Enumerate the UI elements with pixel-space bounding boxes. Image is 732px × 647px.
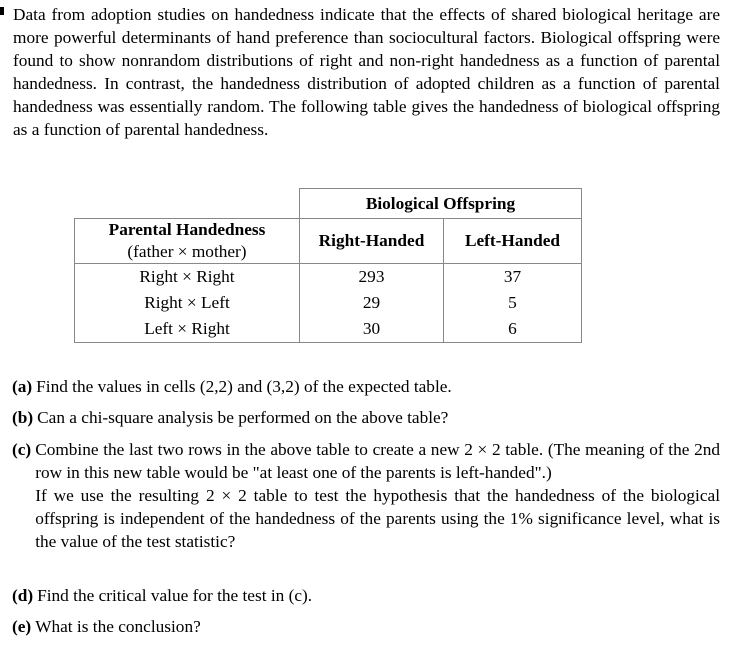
cell-left-handed: 5	[444, 290, 582, 316]
intro-paragraph: Data from adoption studies on handedness indicate that the effects of shared biological heritage are more powerful determinants of hand preference than sociocultural factors. Biological offspring were found to show nonrandom distributions of right and non-right handedness as a function of parental handedness. In contrast, the handedness distribution of adopted children as a function of parental handedness was essentially random. The following table gives the handedness of biological offspring as a function of parental handedness.	[13, 5, 720, 139]
col-header-right-handed: Right-Handed	[300, 219, 444, 264]
question-text: If we use the resulting 2 × 2 table to test the hypothesis that the handedness of the biological offspring is independent of the handedness of the parents using the 1% significance level, what is the value of the test statistic?	[35, 486, 720, 551]
question-label: (b)	[12, 408, 34, 427]
row-label: Right × Left	[75, 290, 300, 316]
question-d	[12, 584, 720, 607]
row-header-line1: Parental Handedness	[108, 220, 266, 239]
row-header-line2: (father × mother)	[127, 242, 247, 261]
table-row	[75, 316, 582, 343]
table-column-header-row	[75, 219, 582, 264]
question-text: Find the values in cells (2,2) and (3,2) of the expected table.	[36, 377, 452, 396]
cell-right-handed: 29	[300, 290, 444, 316]
question-label: (c)	[12, 440, 32, 459]
bullet-marker	[0, 7, 4, 15]
question-e	[12, 615, 720, 638]
question-c	[12, 438, 720, 553]
question-label: (d)	[12, 586, 34, 605]
table-row	[75, 290, 582, 316]
row-header-parental-handedness	[75, 219, 300, 264]
question-text: Find the critical value for the test in (c).	[37, 586, 313, 605]
question-label: (a)	[12, 377, 33, 396]
cell-left-handed: 37	[444, 264, 582, 291]
col-header-left-handed: Left-Handed	[444, 219, 582, 264]
cell-right-handed: 293	[300, 264, 444, 291]
table-group-header-row	[75, 189, 582, 219]
question-a	[12, 375, 720, 398]
table-corner-cell	[75, 189, 300, 219]
question-b	[12, 406, 720, 429]
row-label: Right × Right	[75, 264, 300, 291]
question-body	[35, 438, 720, 553]
cell-left-handed: 6	[444, 316, 582, 343]
group-header-biological-offspring: Biological Offspring	[300, 189, 582, 219]
handedness-table	[74, 188, 582, 343]
cell-right-handed: 30	[300, 316, 444, 343]
table-row	[75, 264, 582, 291]
question-label: (e)	[12, 617, 32, 636]
question-text: Combine the last two rows in the above table to create a new 2 × 2 table. (The meaning of the 2nd row in this new table would be "at least one of the parents is left-handed".)	[35, 440, 720, 482]
question-text: Can a chi-square analysis be performed on the above table?	[37, 408, 449, 427]
row-label: Left × Right	[75, 316, 300, 343]
question-text: What is the conclusion?	[35, 617, 201, 636]
